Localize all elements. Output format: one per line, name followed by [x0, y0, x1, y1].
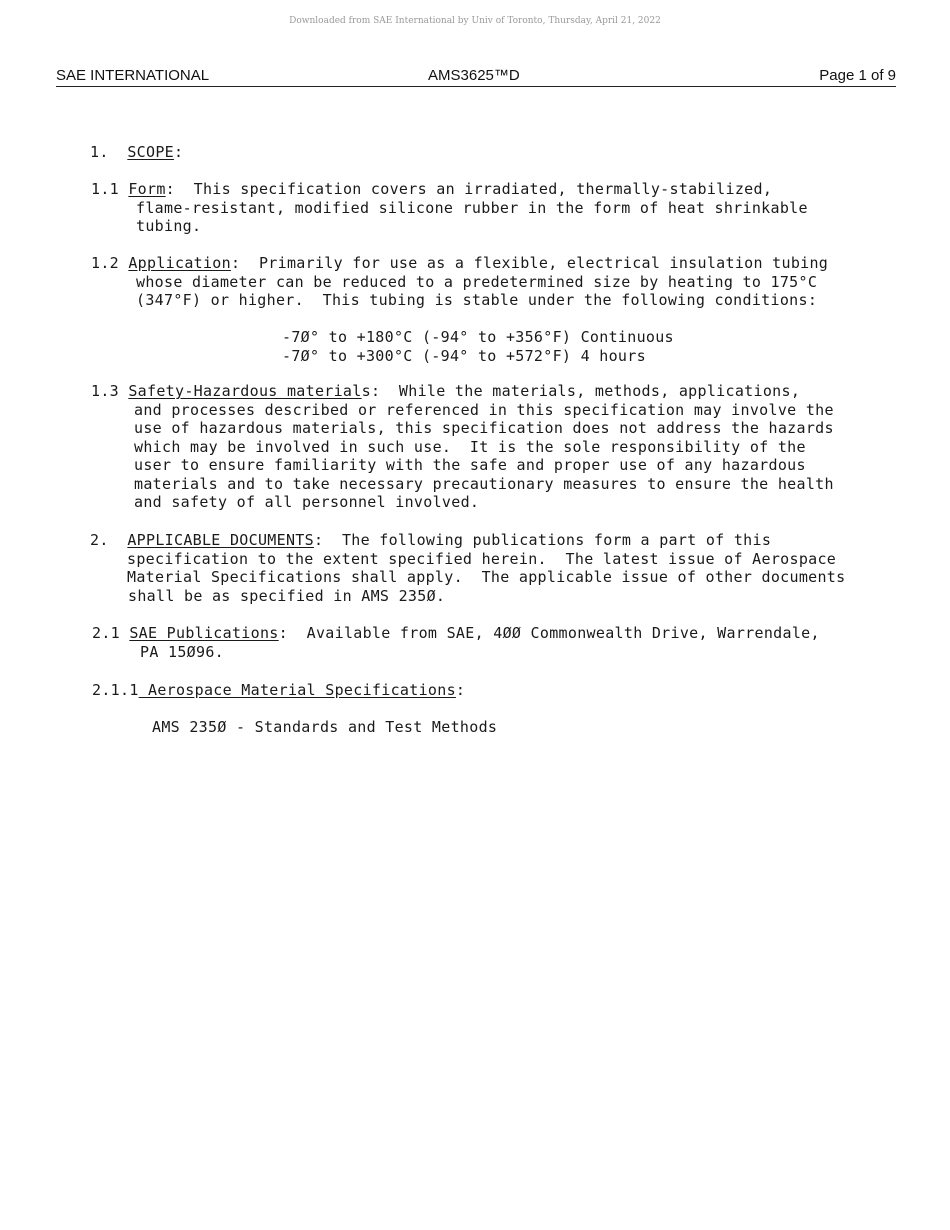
section-text: : The following publications form a part of this [313, 531, 772, 549]
section-1-2-line-2: whose diameter can be reduced to a predetermined size by heating to 175°C [136, 272, 818, 291]
section-suffix: : [173, 143, 184, 161]
section-number: 1.2 [91, 254, 129, 272]
section-text: : Primarily for use as a flexible, electrical insulation tubing [230, 254, 829, 272]
section-title: APPLICABLE DOCUMENTS [127, 531, 314, 549]
section-2-1-line-2: PA 15Ø96. [140, 642, 224, 661]
section-title: Safety-Hazardous material [128, 382, 362, 400]
page-header [56, 66, 896, 87]
section-number: 2.1 [92, 624, 130, 642]
document-number: AMS3625™D [428, 67, 520, 84]
section-1-1-line-2: flame-resistant, modified silicone rubber in the form of heat shrinkable [136, 198, 808, 217]
section-number: 1. [90, 143, 128, 161]
section-number: 2.1.1 [92, 681, 139, 699]
section-text: : This specification covers an irradiated, thermally-stabilized, [165, 180, 773, 198]
condition-continuous: -7Ø° to +180°C (-94° to +356°F) Continuous [282, 328, 674, 346]
section-1-3-line-3: use of hazardous materials, this specification does not address the hazards [134, 419, 834, 437]
publisher-name: SAE INTERNATIONAL [56, 67, 210, 84]
section-title: Form [128, 180, 166, 198]
referenced-document: AMS 235Ø - Standards and Test Methods [152, 718, 498, 736]
section-1-3-line-5: user to ensure familiarity with the safe and proper use of any hazardous [134, 456, 806, 474]
section-suffix: : [455, 681, 466, 699]
section-1-2-line-3: (347°F) or higher. This tubing is stable under the following conditions: [136, 291, 818, 309]
section-1-3-line-2: and processes described or referenced in this specification may involve the [134, 400, 834, 419]
section-1-2-line-1 [91, 254, 828, 273]
section-1-3-line-6: materials and to take necessary precautionary measures to ensure the health [134, 474, 834, 493]
section-2-1-line-1 [92, 624, 820, 643]
section-1-3-line-1 [91, 382, 800, 401]
section-2-1-1-heading [92, 681, 465, 700]
section-title: SCOPE [127, 143, 174, 161]
section-1-1-line-3: tubing. [136, 217, 202, 235]
section-2-line-2: specification to the extent specified herein. The latest issue of Aerospace [127, 549, 837, 568]
section-title: Aerospace Material Specifications [138, 681, 456, 699]
section-1-3-line-7: and safety of all personnel involved. [134, 493, 480, 511]
section-number: 2. [90, 531, 128, 549]
section-2-line-1 [90, 531, 771, 550]
section-text: s: While the materials, methods, applications, [361, 382, 801, 400]
section-title: Application [128, 254, 231, 272]
section-1-3-line-4: which may be involved in such use. It is the sole responsibility of the [134, 437, 806, 456]
section-text: : Available from SAE, 4ØØ Commonwealth Drive, Warrendale, [278, 624, 820, 642]
page-number: Page 1 of 9 [819, 67, 896, 84]
section-1-1-line-1 [91, 180, 772, 199]
section-number: 1.1 [91, 180, 129, 198]
section-2-line-3: Material Specifications shall apply. The applicable issue of other documents [127, 568, 846, 586]
section-title: SAE Publications [129, 624, 279, 642]
download-watermark: Downloaded from SAE International by Univ of Toronto, Thursday, April 21, 2022 [289, 16, 661, 26]
section-2-line-4: shall be as specified in AMS 235Ø. [128, 586, 446, 605]
section-number: 1.3 [91, 382, 129, 400]
section-1-heading [90, 143, 183, 162]
condition-4-hours: -7Ø° to +300°C (-94° to +572°F) 4 hours [282, 346, 646, 365]
